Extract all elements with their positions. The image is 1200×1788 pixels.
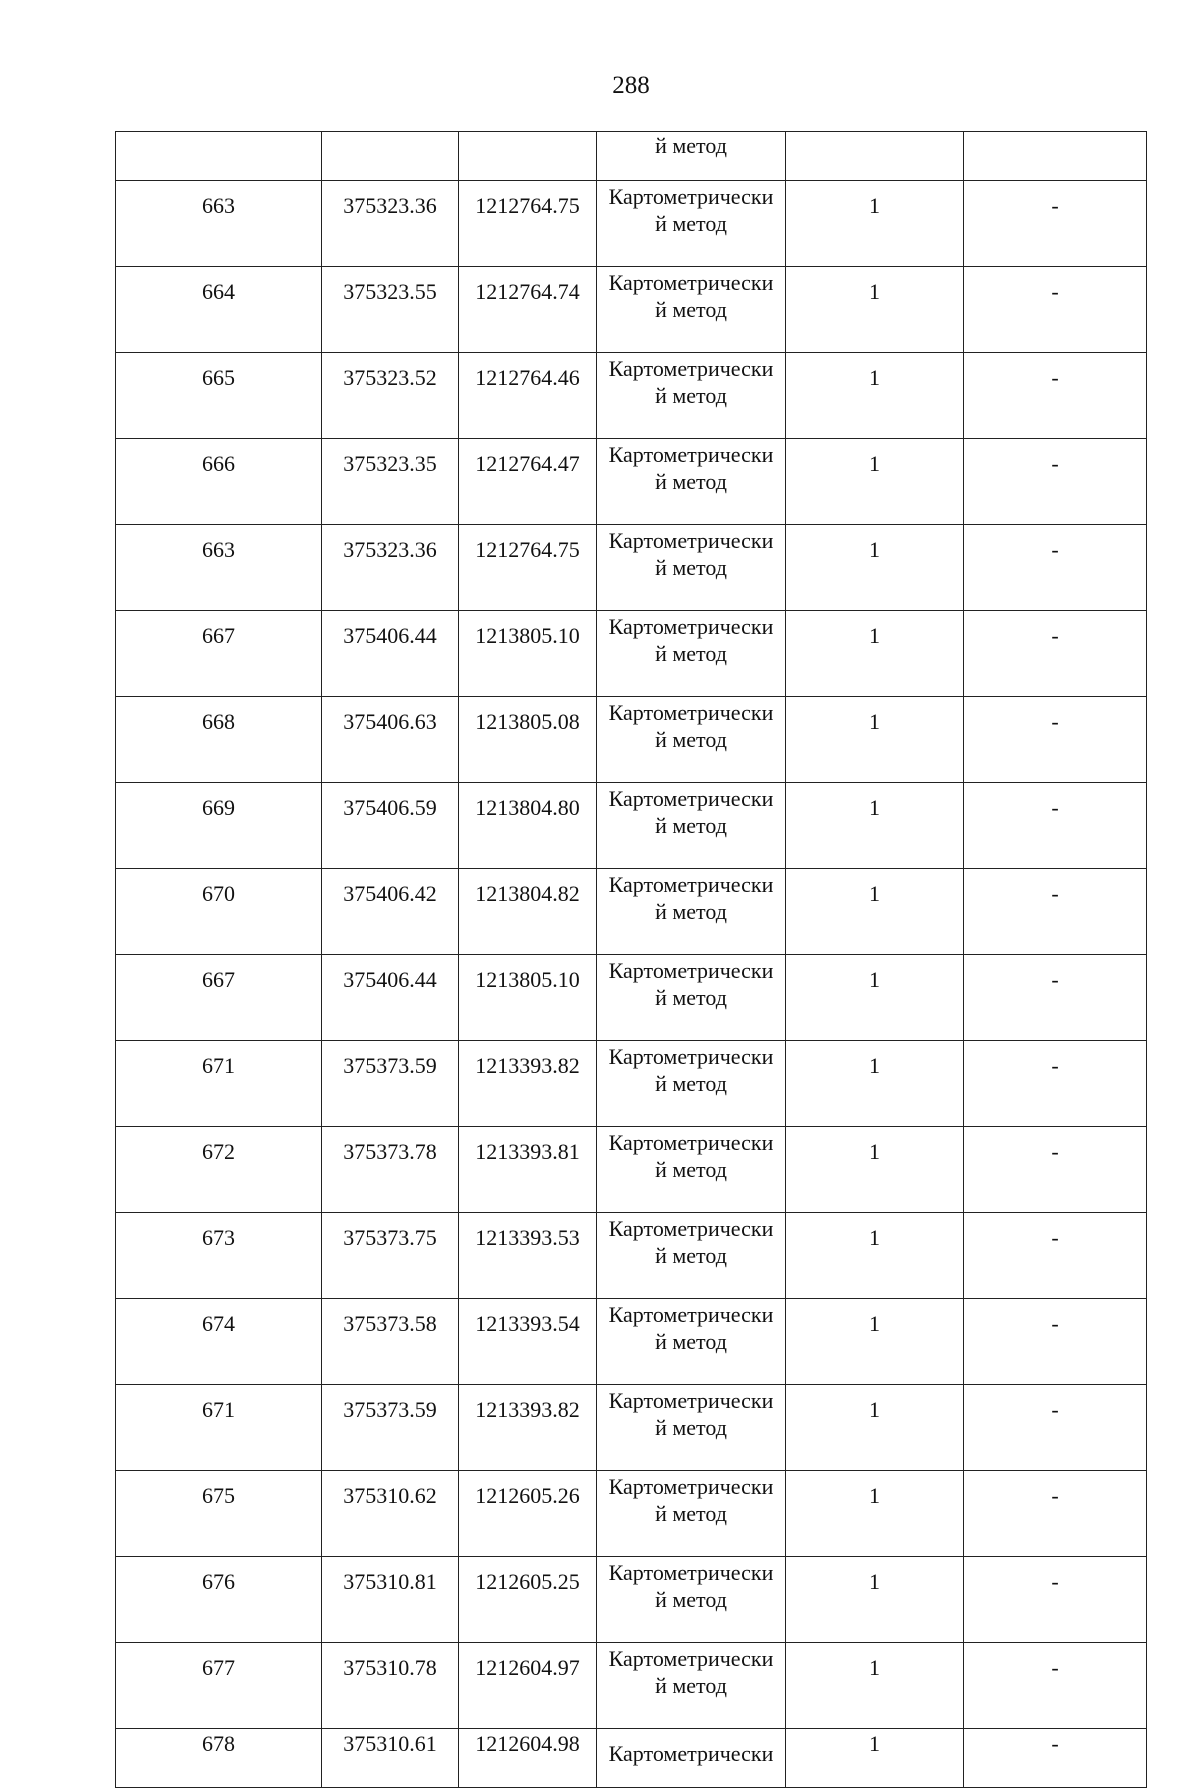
table-row — [116, 267, 1147, 353]
y-coordinate-cell: 1213804.80 — [459, 783, 597, 869]
table-row — [116, 181, 1147, 267]
table-row — [116, 1385, 1147, 1471]
y-coordinate-cell: 1213805.10 — [459, 611, 597, 697]
y-coordinate-cell: 1212764.75 — [459, 525, 597, 611]
method-cell — [597, 1729, 786, 1788]
point-number-cell: 668 — [116, 697, 322, 783]
x-coordinate-cell: 375310.61 — [322, 1729, 459, 1788]
method-line-1: Картометрически — [608, 1646, 774, 1671]
table-row — [116, 1557, 1147, 1643]
table-row — [116, 1299, 1147, 1385]
method-line-2: й метод — [655, 1329, 727, 1354]
point-number-cell: 672 — [116, 1127, 322, 1213]
method-line-2: й метод — [655, 985, 727, 1010]
method-line-1: Картометрически — [608, 786, 774, 811]
method-cell — [597, 1643, 786, 1729]
table-row — [116, 783, 1147, 869]
method-line-2: й метод — [655, 383, 727, 408]
method-line-1: Картометрически — [608, 872, 774, 897]
method-line-1: Картометрически — [608, 700, 774, 725]
x-coordinate-cell: 375373.58 — [322, 1299, 459, 1385]
note-cell: - — [964, 869, 1147, 955]
point-number-cell: 666 — [116, 439, 322, 525]
note-cell: - — [964, 439, 1147, 525]
method-line-1: Картометрически — [608, 442, 774, 467]
point-number-cell: 669 — [116, 783, 322, 869]
accuracy-cell: 1 — [786, 869, 964, 955]
table-row — [116, 439, 1147, 525]
accuracy-cell: 1 — [786, 697, 964, 783]
method-line-2: й метод — [655, 1673, 727, 1698]
method-cell — [597, 1299, 786, 1385]
x-coordinate-cell: 375406.59 — [322, 783, 459, 869]
method-line-2: й метод — [655, 211, 727, 236]
y-coordinate-cell: 1212764.74 — [459, 267, 597, 353]
y-coordinate-cell: 1213804.82 — [459, 869, 597, 955]
accuracy-cell: 1 — [786, 1557, 964, 1643]
method-line-1: Картометрически — [608, 614, 774, 639]
x-coordinate-cell: 375323.35 — [322, 439, 459, 525]
y-coordinate-cell: 1213393.82 — [459, 1041, 597, 1127]
method-line-2: й метод — [655, 899, 727, 924]
empty-cell — [786, 132, 964, 181]
point-number-cell: 677 — [116, 1643, 322, 1729]
point-number-cell: 670 — [116, 869, 322, 955]
method-line-2: й метод — [655, 469, 727, 494]
note-cell: - — [964, 955, 1147, 1041]
note-cell: - — [964, 267, 1147, 353]
method-cell — [597, 132, 786, 181]
method-line-2: й метод — [655, 1587, 727, 1612]
note-cell: - — [964, 783, 1147, 869]
table-row — [116, 955, 1147, 1041]
y-coordinate-cell: 1212764.46 — [459, 353, 597, 439]
x-coordinate-cell: 375310.81 — [322, 1557, 459, 1643]
method-cell — [597, 525, 786, 611]
method-line-2: й метод — [655, 813, 727, 838]
x-coordinate-cell: 375323.52 — [322, 353, 459, 439]
method-cell — [597, 1385, 786, 1471]
empty-cell — [964, 132, 1147, 181]
x-coordinate-cell: 375373.78 — [322, 1127, 459, 1213]
method-cell — [597, 439, 786, 525]
y-coordinate-cell: 1212764.47 — [459, 439, 597, 525]
point-number-cell: 663 — [116, 525, 322, 611]
accuracy-cell: 1 — [786, 525, 964, 611]
method-line-2: й метод — [655, 555, 727, 580]
table-row — [116, 1471, 1147, 1557]
method-line-1: Картометрически — [608, 528, 774, 553]
table-row — [116, 525, 1147, 611]
note-cell: - — [964, 1385, 1147, 1471]
x-coordinate-cell: 375323.36 — [322, 525, 459, 611]
x-coordinate-cell: 375310.78 — [322, 1643, 459, 1729]
table-row — [116, 1643, 1147, 1729]
table-row — [116, 1729, 1147, 1788]
note-cell: - — [964, 181, 1147, 267]
method-cell — [597, 267, 786, 353]
accuracy-cell: 1 — [786, 353, 964, 439]
accuracy-cell: 1 — [786, 955, 964, 1041]
note-cell: - — [964, 697, 1147, 783]
x-coordinate-cell: 375373.75 — [322, 1213, 459, 1299]
method-line-2: й метод — [655, 1501, 727, 1526]
note-cell: - — [964, 1213, 1147, 1299]
method-line-1: Картометрически — [608, 1741, 774, 1766]
table-row — [116, 1127, 1147, 1213]
method-cell — [597, 783, 786, 869]
method-cell — [597, 1127, 786, 1213]
x-coordinate-cell: 375373.59 — [322, 1385, 459, 1471]
accuracy-cell: 1 — [786, 1213, 964, 1299]
accuracy-cell: 1 — [786, 1385, 964, 1471]
method-cell — [597, 353, 786, 439]
point-number-cell: 664 — [116, 267, 322, 353]
accuracy-cell: 1 — [786, 1471, 964, 1557]
method-line-1: Картометрически — [608, 958, 774, 983]
y-coordinate-cell: 1213393.81 — [459, 1127, 597, 1213]
method-line-1: Картометрически — [608, 1560, 774, 1585]
point-number-cell: 676 — [116, 1557, 322, 1643]
y-coordinate-cell: 1213805.08 — [459, 697, 597, 783]
point-number-cell: 667 — [116, 955, 322, 1041]
table-row — [116, 869, 1147, 955]
x-coordinate-cell: 375406.63 — [322, 697, 459, 783]
x-coordinate-cell: 375406.44 — [322, 611, 459, 697]
accuracy-cell: 1 — [786, 611, 964, 697]
accuracy-cell: 1 — [786, 1729, 964, 1788]
empty-cell — [116, 132, 322, 181]
y-coordinate-cell: 1212605.25 — [459, 1557, 597, 1643]
y-coordinate-cell: 1213393.53 — [459, 1213, 597, 1299]
note-cell: - — [964, 1299, 1147, 1385]
method-cell — [597, 869, 786, 955]
y-coordinate-cell: 1213805.10 — [459, 955, 597, 1041]
y-coordinate-cell: 1212764.75 — [459, 181, 597, 267]
method-line-2: й метод — [655, 641, 727, 666]
continuation-row — [116, 132, 1147, 181]
note-cell: - — [964, 1127, 1147, 1213]
accuracy-cell: 1 — [786, 267, 964, 353]
method-line-2: й метод — [655, 727, 727, 752]
x-coordinate-cell: 375323.55 — [322, 267, 459, 353]
accuracy-cell: 1 — [786, 1299, 964, 1385]
table-row — [116, 697, 1147, 783]
method-line-1: Картометрически — [608, 184, 774, 209]
method-line-2: й метод — [655, 1243, 727, 1268]
method-cell — [597, 1041, 786, 1127]
note-cell: - — [964, 1729, 1147, 1788]
method-cell — [597, 611, 786, 697]
point-number-cell: 675 — [116, 1471, 322, 1557]
empty-cell — [322, 132, 459, 181]
y-coordinate-cell: 1212604.97 — [459, 1643, 597, 1729]
note-cell: - — [964, 353, 1147, 439]
table-row — [116, 1041, 1147, 1127]
method-line-1: Картометрически — [608, 270, 774, 295]
method-tail: й метод — [655, 133, 727, 158]
method-line-1: Картометрически — [608, 1130, 774, 1155]
method-cell — [597, 1471, 786, 1557]
y-coordinate-cell: 1212605.26 — [459, 1471, 597, 1557]
note-cell: - — [964, 1471, 1147, 1557]
method-line-2: й метод — [655, 297, 727, 322]
note-cell: - — [964, 1041, 1147, 1127]
x-coordinate-cell: 375406.44 — [322, 955, 459, 1041]
note-cell: - — [964, 611, 1147, 697]
table-row — [116, 611, 1147, 697]
method-line-1: Картометрически — [608, 1474, 774, 1499]
method-line-1: Картометрически — [608, 1388, 774, 1413]
accuracy-cell: 1 — [786, 439, 964, 525]
coordinates-table — [115, 131, 1147, 1788]
method-line-1: Картометрически — [608, 1216, 774, 1241]
method-line-2: й метод — [655, 1071, 727, 1096]
x-coordinate-cell: 375373.59 — [322, 1041, 459, 1127]
x-coordinate-cell: 375310.62 — [322, 1471, 459, 1557]
method-line-1: Картометрически — [608, 1044, 774, 1069]
page-number: 288 — [612, 72, 650, 99]
method-line-1: Картометрически — [608, 1302, 774, 1327]
method-cell — [597, 955, 786, 1041]
method-line-2: й метод — [655, 1415, 727, 1440]
accuracy-cell: 1 — [786, 1041, 964, 1127]
accuracy-cell: 1 — [786, 1643, 964, 1729]
method-line-1: Картометрически — [608, 356, 774, 381]
accuracy-cell: 1 — [786, 181, 964, 267]
point-number-cell: 663 — [116, 181, 322, 267]
point-number-cell: 671 — [116, 1385, 322, 1471]
table-row — [116, 1213, 1147, 1299]
note-cell: - — [964, 1643, 1147, 1729]
point-number-cell: 671 — [116, 1041, 322, 1127]
point-number-cell: 678 — [116, 1729, 322, 1788]
y-coordinate-cell: 1212604.98 — [459, 1729, 597, 1788]
point-number-cell: 673 — [116, 1213, 322, 1299]
method-cell — [597, 181, 786, 267]
point-number-cell: 665 — [116, 353, 322, 439]
x-coordinate-cell: 375323.36 — [322, 181, 459, 267]
accuracy-cell: 1 — [786, 783, 964, 869]
note-cell: - — [964, 525, 1147, 611]
note-cell: - — [964, 1557, 1147, 1643]
method-line-2: й метод — [655, 1157, 727, 1182]
accuracy-cell: 1 — [786, 1127, 964, 1213]
empty-cell — [459, 132, 597, 181]
method-cell — [597, 1557, 786, 1643]
y-coordinate-cell: 1213393.82 — [459, 1385, 597, 1471]
x-coordinate-cell: 375406.42 — [322, 869, 459, 955]
table-row — [116, 353, 1147, 439]
point-number-cell: 667 — [116, 611, 322, 697]
method-cell — [597, 697, 786, 783]
y-coordinate-cell: 1213393.54 — [459, 1299, 597, 1385]
method-cell — [597, 1213, 786, 1299]
point-number-cell: 674 — [116, 1299, 322, 1385]
